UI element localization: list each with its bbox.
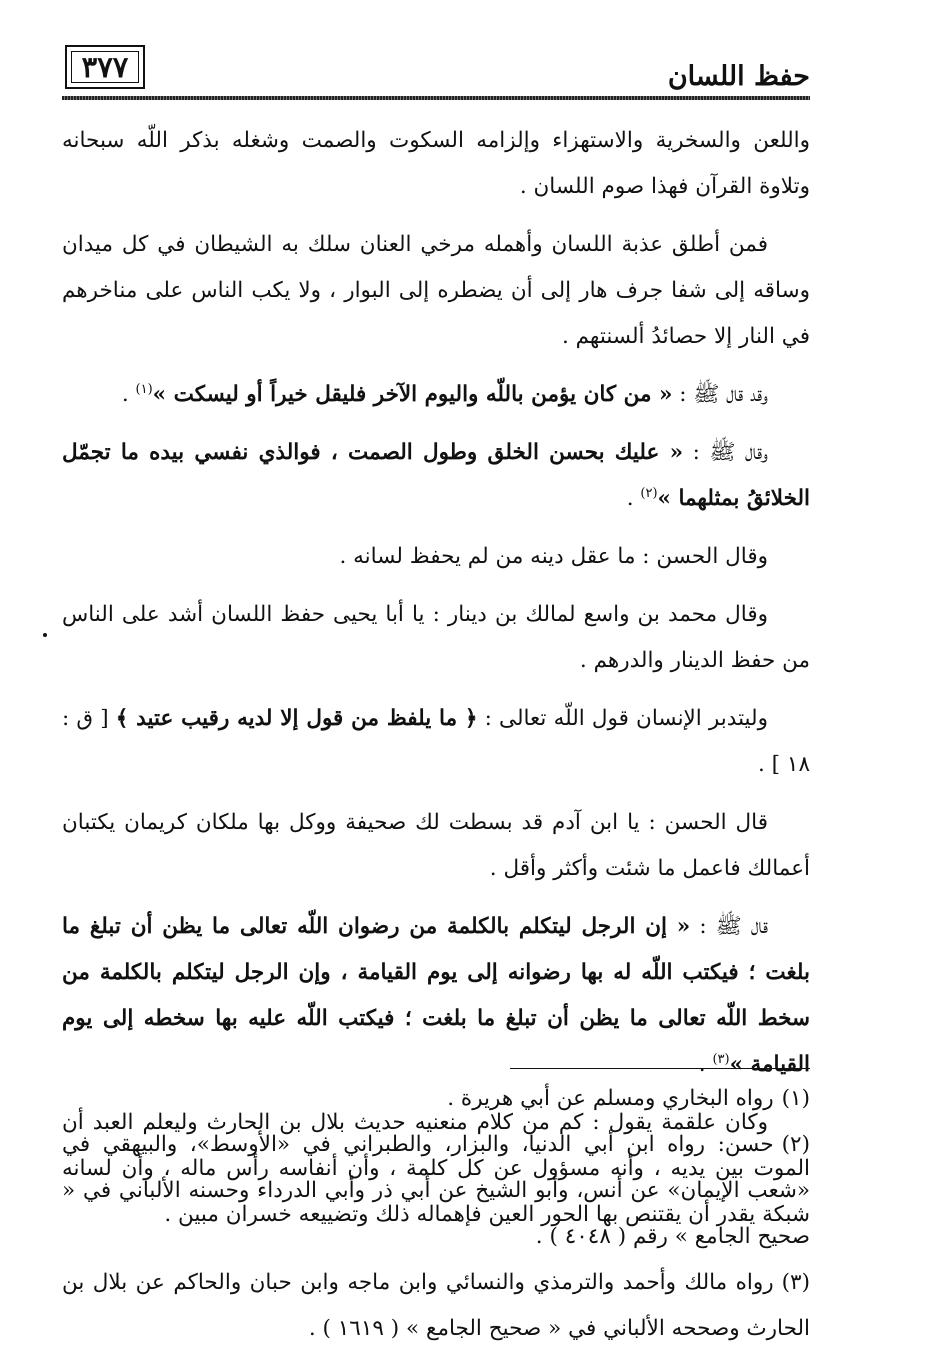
hadith-intro: قال ﷺ : (690, 914, 768, 939)
footnote-text: رواه البخاري ومسلم عن أبي هريرة . (447, 1086, 774, 1111)
sentence-end: . (698, 1052, 713, 1077)
footnote-3 (62, 1260, 810, 1352)
hadith-paragraph-2 (62, 430, 810, 522)
sentence-end: . (121, 382, 136, 407)
book-page (62, 40, 810, 1341)
footnote-number: (١) (781, 1086, 810, 1111)
running-title: حفظ اللسان (667, 61, 810, 92)
page-number: ٣٧٧ (81, 49, 129, 84)
paragraph-1: واللعن والسخرية والاستهزاء وإلزامه السكوت والصمت وشغله بذكر اللّه سبحانه وتلاوة القرآن فهذا صوم اللسان . (62, 128, 810, 199)
quran-paragraph (62, 696, 810, 788)
footnote-2 (62, 1122, 810, 1260)
scan-speck (43, 633, 47, 637)
footnote-text: حسن: رواه ابن أبي الدنيا، والبزار، والطبراني في «الأوسط»، والبيهقي في «شعب الإيمان» عن أنس، وأبو الشيخ عن أبي ذر وأبي الدرداء وحسنه الألباني في « صحيح الجامع » رقم ( ٤٠٤٨ ) . (62, 1132, 810, 1249)
paragraph-muhammad: وقال محمد بن واسع لمالك بن دينار : يا أبا يحيى حفظ اللسان أشد على الناس من حفظ الدينار والدرهم . (62, 602, 810, 673)
footnote-ref-1: (١) (135, 381, 153, 397)
hadith-intro: وقد قال ﷺ : (672, 382, 768, 407)
footnotes (62, 1076, 810, 1352)
footnote-ref-2: (٢) (640, 485, 658, 501)
sentence-end: . (626, 486, 641, 511)
hadith-intro: وقال ﷺ : (683, 440, 768, 465)
paragraph-2: فمن أطلق عذبة اللسان وأهمله مرخي العنان سلك به الشيطان في كل ميدان وساقه إلى شفا جرف هار إلى أن يضطره إلى البوار ، ولا يكب الناس على مناخرهم في النار إلا حصائدُ ألسنتهم . (62, 232, 810, 349)
paragraph-hasan: وقال الحسن : ما عقل دينه من لم يحفظ لسانه . (339, 544, 768, 569)
verse-reference: [ ق : ١٨ ] . (62, 706, 810, 777)
quran-intro: وليتدبر الإنسان قول اللّه تعالى : (477, 706, 768, 731)
hadith-paragraph-3 (62, 904, 810, 1088)
hadith-paragraph-1 (62, 372, 810, 418)
footnote-text: رواه مالك وأحمد والترمذي والنسائي وابن ماجه وابن حبان والحاكم عن بلال بن الحارث وصححه الألباني في « صحيح الجامع » ( ١٦١٩ ) . (62, 1270, 810, 1341)
page-number-frame (65, 45, 145, 89)
hadith-quote: « من كان يؤمن باللّه واليوم الآخر فليقل خيراً أو ليسكت » (152, 382, 673, 407)
footnote-number: (٣) (781, 1270, 810, 1295)
quran-verse: ﴿ ما يلفظ من قول إلا لديه رقيب عتيد ﴾ (115, 706, 478, 731)
page-header (62, 40, 810, 102)
paragraph-hasan-adam: قال الحسن : يا ابن آدم قد بسطت لك صحيفة ووكل بها ملكان كريمان يكتبان أعمالك فاعمل ما شئت وأكثر وأقل . (62, 810, 810, 881)
footnote-number: (٢) (781, 1132, 810, 1157)
footnote-1 (62, 1076, 810, 1122)
hadith-quote: « عليك بحسن الخلق وطول الصمت ، فوالذي نفسي بيده ما تجمّل الخلائقُ بمثلهما » (62, 440, 810, 511)
hadith-quote: « إن الرجل ليتكلم بالكلمة من رضوان اللّه تعالى ما يظن أن تبلغ ما بلغت ؛ فيكتب اللّه له بها رضوانه إلى يوم القيامة ، وإن الرجل ليتكلم بالكلمة من سخط اللّه تعالى ما يظن أن تبلغ ما بلغت ؛ فيكتب اللّه عليه بها سخطه إلى يوم القيامة » (62, 914, 810, 1077)
header-rule (62, 96, 810, 100)
footnote-divider (510, 1068, 810, 1069)
footnote-ref-3: (٣) (712, 1051, 730, 1067)
paragraph-alqama: وكان علقمة يقول : كم من كلام منعنيه حديث بلال بن الحارث وليعلم العبد أن الموت بين يديه ، وأنه مسؤول عن كل كلمة ، وأن أنفاسه رأس ماله ، وأن لسانه شبكة يقدر أن يقتنص بها الحور العين فإهماله ذلك وتضييعه خسران مبين . (62, 1110, 810, 1227)
